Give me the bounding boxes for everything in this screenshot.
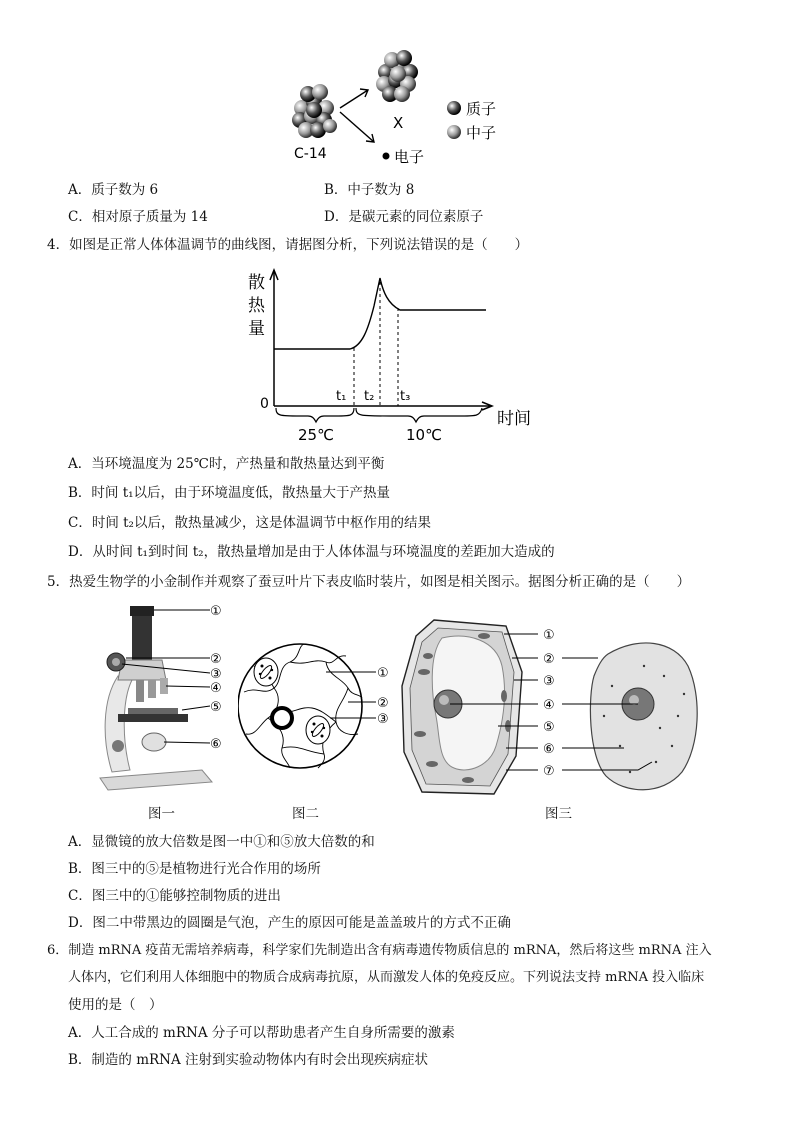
q6-option-a: A．人工合成的 mRNA 分子可以帮助患者产生自身所需要的激素 — [68, 1025, 455, 1041]
q5-stem: 5．热爱生物学的小金制作并观察了蚕豆叶片下表皮临时装片，如图是相关图示。据图分析正确的是（ ） — [47, 574, 691, 590]
q5-option-c: C．图三中的①能够控制物质的进出 — [68, 888, 281, 904]
stoma-1 — [254, 658, 278, 686]
legend-proton-icon — [447, 101, 461, 115]
q6-stem-line-1: 6．制造 mRNA 疫苗无需培养病毒，科学家们先制造出含有病毒遗传物质信息的 mRNA，然后将这些 mRNA 注入 — [47, 943, 712, 958]
x-nucleus — [376, 50, 418, 102]
fig2-label-3: ③ — [377, 712, 389, 727]
heat-dissipation-chart — [240, 266, 550, 446]
c14-label: C-14 — [294, 146, 327, 162]
tick-t2: t₂ — [364, 389, 375, 404]
temp-right-label: 10℃ — [406, 426, 442, 444]
x-axis-label: 时间 — [497, 409, 531, 429]
legend-neutron-label: 中子 — [466, 124, 497, 142]
q4-stem: 4．如图是正常人体体温调节的曲线图，请据图分析，下列说法错误的是（ ） — [47, 237, 529, 253]
fig3-label-2: ② — [543, 652, 555, 667]
q5-option-a: A．显微镜的放大倍数是图一中①和⑤放大倍数的和 — [68, 834, 375, 850]
q3-option-c: C．相对原子质量为 14 — [68, 209, 208, 225]
electron-label: 电子 — [394, 148, 425, 166]
q4-option-b: B．时间 t₁以后，由于环境温度低，散热量大于产热量 — [68, 485, 391, 501]
fig3-caption: 图三 — [545, 806, 572, 822]
q6-stem-line-3: 使用的是（ ） — [68, 997, 163, 1013]
y-label-char-1: 散 — [248, 273, 265, 293]
chart-axes — [270, 270, 492, 410]
fig2-caption: 图二 — [292, 806, 319, 822]
air-bubble — [272, 708, 292, 728]
q4-option-c: C．时间 t₂以后，散热量减少，这是体温调节中枢作用的结果 — [68, 515, 431, 531]
fig1-label-2: ② — [210, 652, 222, 667]
fig3-label-5: ⑤ — [543, 720, 555, 735]
q5-option-d: D．图二中带黑边的圆圈是气泡，产生的原因可能是盖盖玻片的方式不正确 — [68, 915, 511, 931]
fig1-label-1: ① — [210, 604, 222, 619]
c14-decay-figure — [280, 50, 520, 170]
tick-t1: t₁ — [336, 389, 347, 404]
fig3-label-1: ① — [543, 628, 555, 643]
q5-option-b: B．图三中的⑤是植物进行光合作用的场所 — [68, 861, 321, 877]
y-label-char-3: 量 — [248, 319, 265, 339]
decay-arrows — [340, 89, 374, 142]
fig3-label-7: ⑦ — [543, 764, 555, 779]
epidermis-figure — [238, 636, 398, 800]
legend-neutron-icon — [447, 125, 461, 139]
fig1-label-6: ⑥ — [210, 737, 222, 752]
fig1-label-3: ③ — [210, 667, 222, 682]
fig3-label-6: ⑥ — [543, 742, 555, 757]
fig1-label-4: ④ — [210, 681, 222, 696]
y-label-char-2: 热 — [248, 296, 265, 316]
microscope-figure — [92, 600, 232, 800]
fig2-label-2: ② — [377, 696, 389, 711]
legend-proton-label: 质子 — [466, 100, 497, 118]
q4-option-a: A．当环境温度为 25℃时，产热量和散热量达到平衡 — [68, 456, 385, 472]
fig1-caption: 图一 — [148, 806, 175, 822]
q6-stem-line-2: 人体内，它们利用人体细胞中的物质合成病毒抗原，从而激发人体的免疫反应。下列说法支持 mRNA 投入临床 — [68, 970, 705, 985]
q3-option-d: D．是碳元素的同位素原子 — [324, 209, 484, 225]
temp-left-label: 25℃ — [298, 426, 334, 444]
fig1-label-5: ⑤ — [210, 700, 222, 715]
fig3-label-3: ③ — [543, 674, 555, 689]
q4-option-d: D．从时间 t₁到时间 t₂，散热量增加是由于人体体温与环境温度的差距加大造成的 — [68, 544, 555, 560]
electron-dot — [383, 153, 390, 160]
x-label: X — [393, 114, 404, 132]
time-markers — [354, 282, 398, 406]
cell-figure — [398, 616, 708, 800]
q3-option-a: A．质子数为 6 — [68, 182, 159, 198]
fig2-label-1: ① — [377, 666, 389, 681]
plant-cell — [402, 620, 522, 794]
tick-t3: t₃ — [400, 389, 411, 404]
microscope-illustration — [100, 606, 212, 790]
origin-label: 0 — [260, 396, 269, 412]
temperature-braces — [276, 408, 482, 422]
q3-option-b: B．中子数为 8 — [324, 182, 415, 198]
animal-cell — [590, 643, 697, 790]
q6-option-b: B．制造的 mRNA 注射到实验动物体内有时会出现疾病症状 — [68, 1052, 429, 1068]
c14-nucleus — [292, 84, 337, 138]
stoma-2 — [306, 716, 330, 744]
fig3-label-4: ④ — [543, 698, 555, 713]
